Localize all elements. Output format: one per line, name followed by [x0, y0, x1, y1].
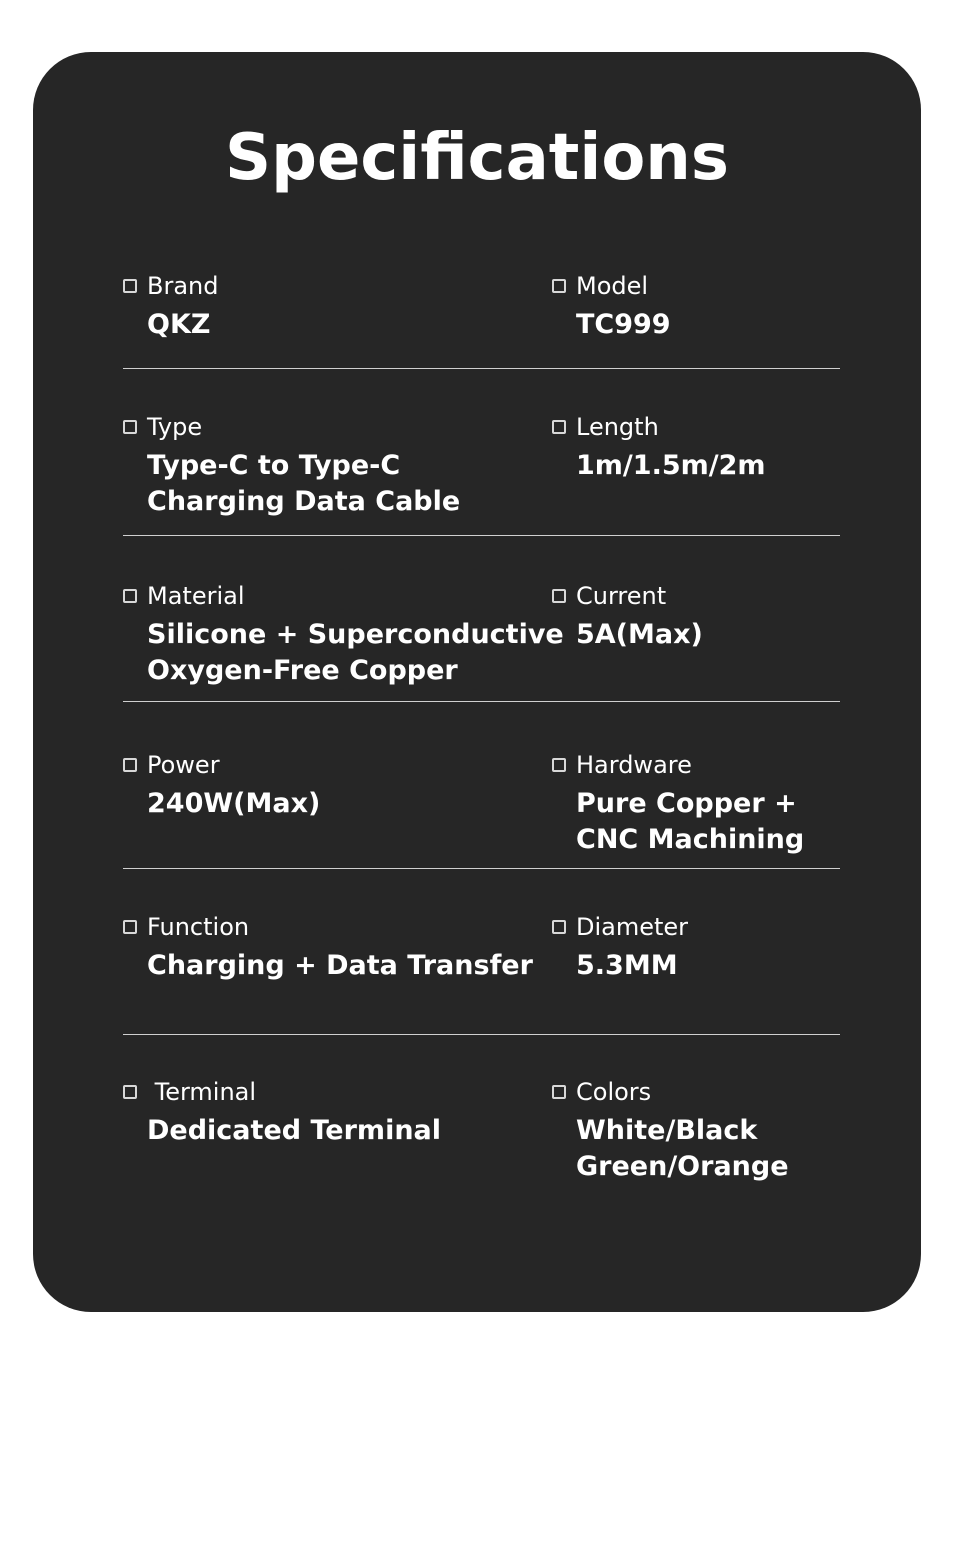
- spec-value: White/Black Green/Orange: [576, 1115, 789, 1182]
- checkbox-square-icon: [552, 758, 566, 772]
- row-divider: [123, 368, 840, 369]
- checkbox-square-icon: [552, 1085, 566, 1099]
- row-divider: [123, 701, 840, 702]
- spec-label: Terminal: [147, 1078, 257, 1106]
- row-divider: [123, 868, 840, 869]
- page-title: Specifications: [225, 121, 729, 195]
- checkbox-square-icon: [123, 589, 137, 603]
- spec-value: Pure Copper + CNC Machining: [576, 788, 805, 855]
- spec-value: 5.3MM: [576, 950, 678, 981]
- row-divider: [123, 1034, 840, 1035]
- spec-value: Type-C to Type-C Charging Data Cable: [147, 450, 461, 517]
- spec-label: Colors: [576, 1078, 652, 1106]
- spec-label: Length: [576, 413, 659, 441]
- checkbox-square-icon: [552, 420, 566, 434]
- spec-value: TC999: [576, 309, 671, 340]
- spec-label: Power: [147, 751, 220, 779]
- spec-value: QKZ: [147, 309, 211, 340]
- spec-label: Brand: [147, 272, 219, 300]
- checkbox-square-icon: [552, 279, 566, 293]
- spec-label: Hardware: [576, 751, 692, 779]
- spec-label: Function: [147, 913, 250, 941]
- checkbox-square-icon: [552, 920, 566, 934]
- checkbox-square-icon: [123, 758, 137, 772]
- spec-value: Dedicated Terminal: [147, 1115, 442, 1146]
- spec-value: 1m/1.5m/2m: [576, 450, 766, 481]
- spec-label: Type: [147, 413, 203, 441]
- checkbox-square-icon: [123, 279, 137, 293]
- spec-value: 5A(Max): [576, 619, 703, 650]
- checkbox-square-icon: [123, 420, 137, 434]
- spec-value: Silicone + Superconductive Oxygen-Free Copper: [147, 619, 564, 686]
- spec-value: Charging + Data Transfer: [147, 950, 533, 981]
- spec-label: Diameter: [576, 913, 689, 941]
- checkbox-square-icon: [123, 1085, 137, 1099]
- spec-label: Current: [576, 582, 667, 610]
- spec-label: Material: [147, 582, 245, 610]
- spec-label: Model: [576, 272, 649, 300]
- row-divider: [123, 535, 840, 536]
- checkbox-square-icon: [123, 920, 137, 934]
- spec-value: 240W(Max): [147, 788, 321, 819]
- checkbox-square-icon: [552, 589, 566, 603]
